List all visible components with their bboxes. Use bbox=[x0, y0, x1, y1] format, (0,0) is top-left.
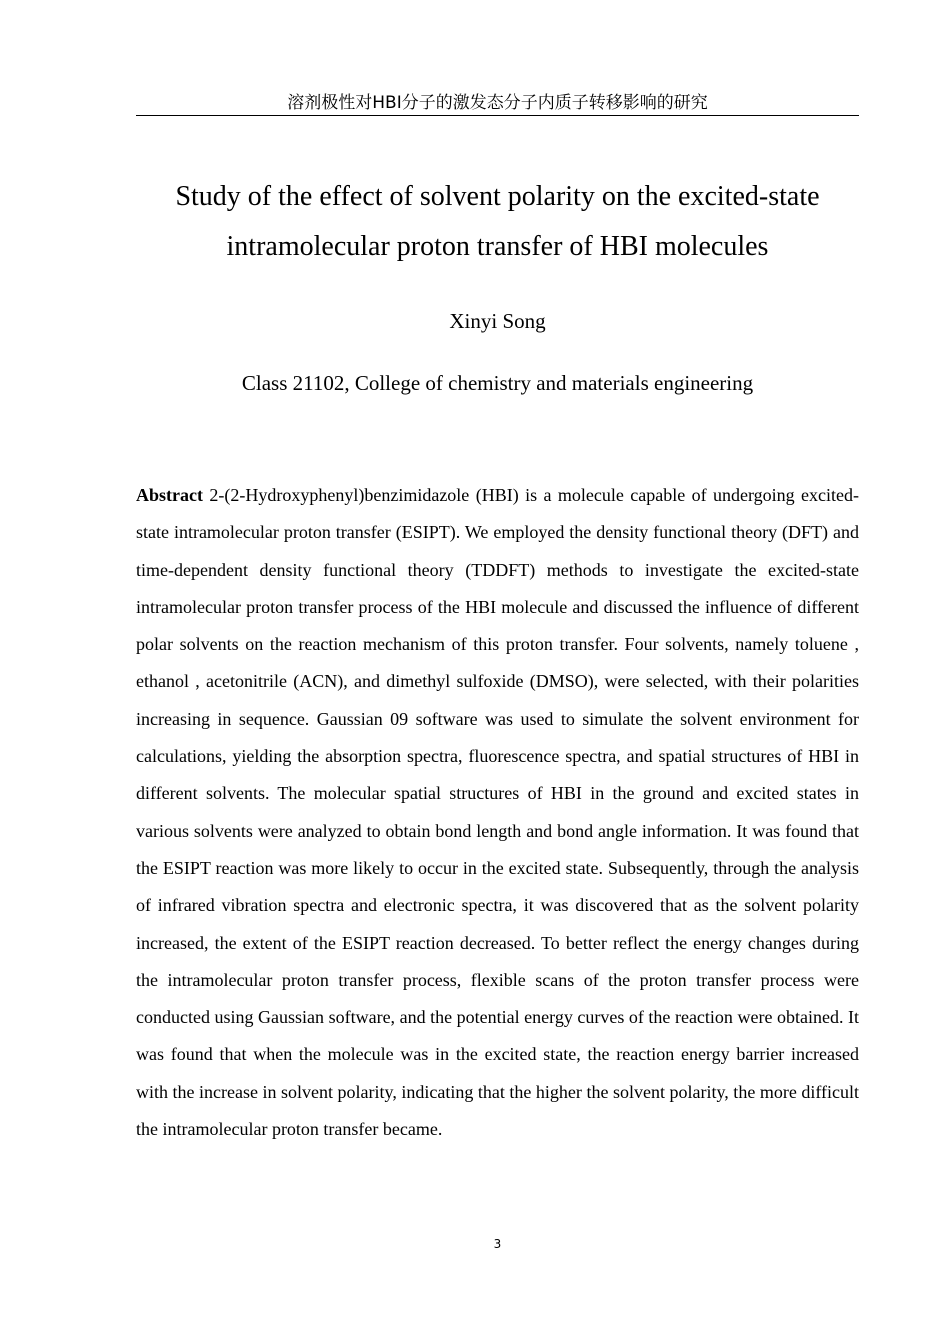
running-header: 溶剂极性对HBI分子的激发态分子内质子转移影响的研究 bbox=[136, 92, 859, 116]
page-number: 3 bbox=[493, 1237, 502, 1251]
paper-title-line-1: Study of the effect of solvent polarity on the excited-state bbox=[175, 181, 820, 212]
abstract-body: 2-(2-Hydroxyphenyl)benzimidazole (HBI) is a molecule capable of undergoing excited-state intramolecular proton transfer (ESIPT). We employed the density functional theory (DFT) and time-dependent density functional theory (TDDFT) methods to investigate the excited-state intramolecular proton transfer process of the HBI molecule and discussed the influence of different polar solvents on the reaction mechanism of this proton transfer. Four solvents, namely toluene , ethanol , acetonitrile (ACN), and dimethyl sulfoxide (DMSO), were selected, with their polarities increasing in sequence. Gaussian 09 software was used to simulate the solvent environment for calculations, yielding the absorption spectra, fluorescence spectra, and spatial structures of HBI in different solvents. The molecular spatial structures of HBI in the ground and excited states in various solvents were analyzed to obtain bond length and bond angle information. It was found that the ESIPT reaction was more likely to occur in the excited state. Subsequently, through the analysis of infrared vibration spectra and electronic spectra, it was discovered that as the solvent polarity increased, the extent of the ESIPT reaction decreased. To better reflect the energy changes during the intramolecular proton transfer process, flexible scans of the proton transfer process were conducted using Gaussian software, and the potential energy curves of the reaction were obtained. It was found that when the molecule was in the excited state, the reaction energy barrier increased with the increase in solvent polarity, indicating that the higher the solvent polarity, the more difficult the intramolecular proton transfer became. bbox=[136, 485, 859, 1140]
abstract-label: Abstract bbox=[136, 485, 203, 505]
author-affiliation: Class 21102, College of chemistry and materials engineering bbox=[241, 371, 754, 395]
abstract-paragraph bbox=[136, 477, 859, 1148]
paper-title-line-2: intramolecular proton transfer of HBI molecules bbox=[226, 231, 769, 262]
paper-title bbox=[136, 172, 859, 272]
author-name: Xinyi Song bbox=[449, 309, 546, 333]
